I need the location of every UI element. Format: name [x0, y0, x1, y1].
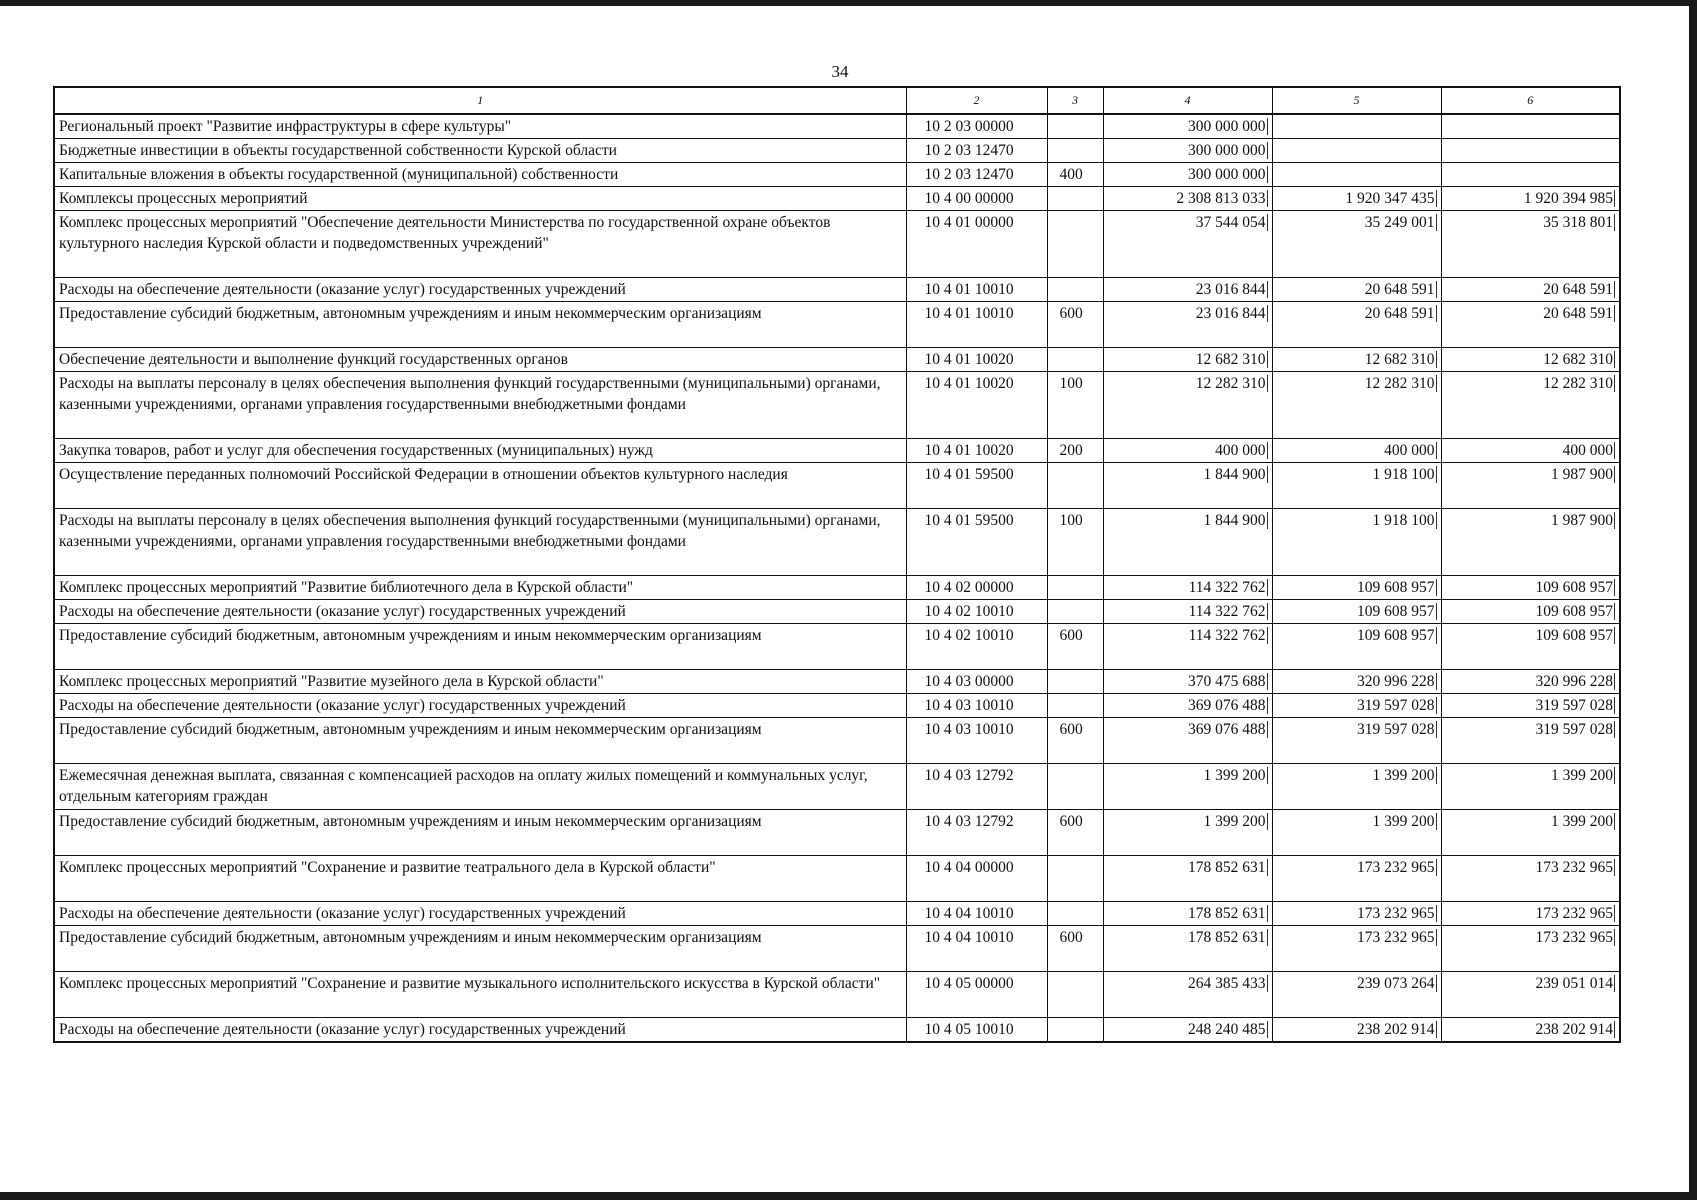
row-value-col6	[1441, 302, 1620, 348]
row-value-col5	[1272, 810, 1441, 856]
row-name-cell: Предоставление субсидий бюджетным, автономным учреждениям и иным некоммерческим организациям	[54, 926, 906, 972]
row-value-col5	[1272, 439, 1441, 463]
row-name-cell: Предоставление субсидий бюджетным, автономным учреждениям и иным некоммерческим организациям	[54, 624, 906, 670]
cell-value: 35 249 001	[1364, 214, 1435, 231]
row-value-col5	[1272, 670, 1441, 694]
row-value-col6	[1441, 278, 1620, 302]
row-type-cell: 100	[1047, 372, 1103, 439]
row-value-col6	[1441, 187, 1620, 211]
table-row	[54, 114, 1620, 139]
row-name-cell: Ежемесячная денежная выплата, связанная с компенсацией расходов на оплату жилых помещений и коммунальных услуг, отдельным категориям граждан	[54, 764, 906, 810]
row-value-col5	[1272, 576, 1441, 600]
row-code-cell: 10 2 03 12470	[906, 139, 1047, 163]
scan-border-bottom	[0, 1192, 1697, 1200]
row-value-col5	[1272, 624, 1441, 670]
cell-value: 248 240 485	[1188, 1021, 1266, 1038]
cell-value	[1614, 118, 1615, 135]
header-col-4: 4	[1103, 87, 1272, 114]
row-value-col4	[1103, 694, 1272, 718]
row-name-cell: Комплекс процессных мероприятий "Сохранение и развитие музыкального исполнительского искусства в Курской области"	[54, 972, 906, 1018]
table-row	[54, 439, 1620, 463]
row-name-cell: Обеспечение деятельности и выполнение функций государственных органов	[54, 348, 906, 372]
row-type-cell	[1047, 463, 1103, 509]
cell-value: 1 920 347 435	[1345, 190, 1435, 207]
row-name-cell: Комплексы процессных мероприятий	[54, 187, 906, 211]
cell-value: 1 399 200	[1372, 767, 1435, 784]
row-name-cell: Расходы на выплаты персоналу в целях обеспечения выполнения функций государственными (муниципальными) органами, казенными учреждениями, органами управления государственными внебюджетными фондами	[54, 509, 906, 576]
cell-value: 1 987 900	[1551, 512, 1613, 529]
row-value-col5	[1272, 278, 1441, 302]
row-type-cell	[1047, 348, 1103, 372]
row-type-cell	[1047, 764, 1103, 810]
row-name-cell: Бюджетные инвестиции в объекты государственной собственности Курской области	[54, 139, 906, 163]
row-value-col4	[1103, 810, 1272, 856]
row-value-col6	[1441, 810, 1620, 856]
row-value-col4	[1103, 670, 1272, 694]
row-type-cell	[1047, 902, 1103, 926]
cell-value: 300 000 000	[1188, 118, 1266, 135]
row-code-cell: 10 4 01 59500	[906, 463, 1047, 509]
cell-value: 12 682 310	[1364, 351, 1435, 368]
row-name-cell: Расходы на обеспечение деятельности (оказание услуг) государственных учреждений	[54, 694, 906, 718]
header-col-3: 3	[1047, 87, 1103, 114]
row-code-cell: 10 4 01 59500	[906, 509, 1047, 576]
row-value-col6	[1441, 211, 1620, 278]
cell-value: 1 399 200	[1372, 813, 1435, 830]
row-value-col6	[1441, 439, 1620, 463]
cell-value: 238 202 914	[1357, 1021, 1435, 1038]
table-row	[54, 187, 1620, 211]
cell-value: 173 232 965	[1535, 859, 1613, 876]
row-value-col4	[1103, 509, 1272, 576]
row-type-cell	[1047, 576, 1103, 600]
row-code-cell: 10 4 01 10010	[906, 302, 1047, 348]
row-type-cell: 600	[1047, 718, 1103, 764]
cell-value: 1 920 394 985	[1523, 190, 1613, 207]
table-row	[54, 139, 1620, 163]
cell-value: 20 648 591	[1543, 305, 1613, 322]
row-name-cell: Закупка товаров, работ и услуг для обеспечения государственных (муниципальных) нужд	[54, 439, 906, 463]
cell-value: 114 322 762	[1188, 579, 1266, 596]
row-code-cell: 10 4 02 10010	[906, 600, 1047, 624]
row-value-col4	[1103, 114, 1272, 139]
row-name-cell: Комплекс процессных мероприятий "Развитие библиотечного дела в Курской области"	[54, 576, 906, 600]
scan-border-right	[1689, 0, 1697, 1200]
cell-value: 319 597 028	[1535, 721, 1613, 738]
row-name-cell: Региональный проект "Развитие инфраструктуры в сфере культуры"	[54, 114, 906, 139]
row-name-cell: Расходы на выплаты персоналу в целях обеспечения выполнения функций государственными (муниципальными) органами, казенными учреждениями, органами управления государственными внебюджетными фондами	[54, 372, 906, 439]
cell-value: 370 475 688	[1188, 673, 1266, 690]
cell-value	[1436, 118, 1437, 135]
row-code-cell: 10 4 04 10010	[906, 926, 1047, 972]
row-value-col5	[1272, 463, 1441, 509]
row-value-col6	[1441, 670, 1620, 694]
row-value-col5	[1272, 856, 1441, 902]
table-row	[54, 902, 1620, 926]
row-value-col4	[1103, 139, 1272, 163]
cell-value: 178 852 631	[1188, 905, 1266, 922]
row-type-cell	[1047, 1018, 1103, 1043]
row-code-cell: 10 4 03 10010	[906, 718, 1047, 764]
cell-value: 320 996 228	[1357, 673, 1435, 690]
table-row	[54, 1018, 1620, 1043]
row-code-cell: 10 4 05 10010	[906, 1018, 1047, 1043]
table-row	[54, 972, 1620, 1018]
table-row	[54, 163, 1620, 187]
row-value-col5	[1272, 509, 1441, 576]
cell-value: 300 000 000	[1188, 142, 1266, 159]
cell-value: 12 282 310	[1364, 375, 1435, 392]
cell-value: 1 399 200	[1203, 813, 1266, 830]
cell-value: 173 232 965	[1357, 859, 1435, 876]
row-code-cell: 10 2 03 00000	[906, 114, 1047, 139]
row-value-col4	[1103, 439, 1272, 463]
row-value-col4	[1103, 211, 1272, 278]
cell-value: 1 399 200	[1551, 767, 1613, 784]
row-value-col4	[1103, 856, 1272, 902]
cell-value: 178 852 631	[1188, 859, 1266, 876]
cell-value: 400 000	[1215, 442, 1266, 459]
cell-value: 264 385 433	[1188, 975, 1266, 992]
cell-value: 12 682 310	[1195, 351, 1266, 368]
row-value-col4	[1103, 348, 1272, 372]
row-value-col6	[1441, 163, 1620, 187]
cell-value: 319 597 028	[1357, 721, 1435, 738]
row-name-cell: Расходы на обеспечение деятельности (оказание услуг) государственных учреждений	[54, 600, 906, 624]
row-type-cell	[1047, 670, 1103, 694]
row-type-cell	[1047, 187, 1103, 211]
row-value-col5	[1272, 902, 1441, 926]
cell-value: 239 073 264	[1357, 975, 1435, 992]
row-value-col4	[1103, 278, 1272, 302]
row-name-cell: Осуществление переданных полномочий Российской Федерации в отношении объектов культурного наследия	[54, 463, 906, 509]
row-code-cell: 10 4 02 10010	[906, 624, 1047, 670]
row-value-col6	[1441, 718, 1620, 764]
row-type-cell: 600	[1047, 302, 1103, 348]
row-name-cell: Расходы на обеспечение деятельности (оказание услуг) государственных учреждений	[54, 902, 906, 926]
cell-value: 369 076 488	[1188, 721, 1266, 738]
row-type-cell: 600	[1047, 810, 1103, 856]
row-type-cell	[1047, 694, 1103, 718]
cell-value: 173 232 965	[1357, 929, 1435, 946]
cell-value	[1436, 166, 1437, 183]
cell-value: 20 648 591	[1364, 305, 1435, 322]
row-value-col6	[1441, 1018, 1620, 1043]
row-value-col4	[1103, 926, 1272, 972]
page-number: 34	[831, 62, 849, 81]
table-row	[54, 463, 1620, 509]
row-value-col5	[1272, 348, 1441, 372]
row-name-cell: Расходы на обеспечение деятельности (оказание услуг) государственных учреждений	[54, 1018, 906, 1043]
header-col-5: 5	[1272, 87, 1441, 114]
cell-value: 109 608 957	[1535, 579, 1613, 596]
row-value-col6	[1441, 902, 1620, 926]
row-value-col4	[1103, 1018, 1272, 1043]
row-type-cell	[1047, 211, 1103, 278]
cell-value: 35 318 801	[1543, 214, 1613, 231]
row-value-col6	[1441, 764, 1620, 810]
cell-value: 109 608 957	[1535, 603, 1613, 620]
cell-value: 109 608 957	[1357, 603, 1435, 620]
row-name-cell: Предоставление субсидий бюджетным, автономным учреждениям и иным некоммерческим организациям	[54, 718, 906, 764]
scan-border-top	[0, 0, 1697, 6]
cell-value	[1436, 142, 1437, 159]
cell-value: 12 282 310	[1543, 375, 1613, 392]
row-type-cell: 600	[1047, 926, 1103, 972]
row-type-cell: 600	[1047, 624, 1103, 670]
cell-value: 109 608 957	[1535, 627, 1613, 644]
row-value-col6	[1441, 694, 1620, 718]
cell-value	[1614, 142, 1615, 159]
row-name-cell: Комплекс процессных мероприятий "Обеспечение деятельности Министерства по государственной охране объектов культурного наследия Курской области и подведомственных учреждений"	[54, 211, 906, 278]
row-value-col4	[1103, 302, 1272, 348]
cell-value: 173 232 965	[1357, 905, 1435, 922]
row-value-col4	[1103, 902, 1272, 926]
row-code-cell: 10 4 01 00000	[906, 211, 1047, 278]
table-body	[54, 114, 1620, 1042]
cell-value: 2 308 813 033	[1176, 190, 1266, 207]
row-value-col4	[1103, 163, 1272, 187]
cell-value: 1 399 200	[1551, 813, 1613, 830]
row-value-col4	[1103, 624, 1272, 670]
row-name-cell: Комплекс процессных мероприятий "Сохранение и развитие театрального дела в Курской области"	[54, 856, 906, 902]
row-name-cell: Капитальные вложения в объекты государственной (муниципальной) собственности	[54, 163, 906, 187]
row-value-col5	[1272, 926, 1441, 972]
row-type-cell	[1047, 278, 1103, 302]
row-value-col5	[1272, 372, 1441, 439]
row-value-col6	[1441, 600, 1620, 624]
row-type-cell	[1047, 600, 1103, 624]
table-row	[54, 600, 1620, 624]
cell-value: 37 544 054	[1195, 214, 1266, 231]
row-value-col4	[1103, 576, 1272, 600]
row-value-col4	[1103, 463, 1272, 509]
cell-value: 239 051 014	[1535, 975, 1613, 992]
row-value-col4	[1103, 764, 1272, 810]
cell-value: 319 597 028	[1357, 697, 1435, 714]
row-code-cell: 10 4 03 12792	[906, 810, 1047, 856]
table-row	[54, 764, 1620, 810]
cell-value: 1 399 200	[1203, 767, 1266, 784]
table-row	[54, 372, 1620, 439]
row-type-cell	[1047, 856, 1103, 902]
row-name-cell: Комплекс процессных мероприятий "Развитие музейного дела в Курской области"	[54, 670, 906, 694]
row-code-cell: 10 4 03 10010	[906, 694, 1047, 718]
row-value-col5	[1272, 211, 1441, 278]
cell-value: 114 322 762	[1188, 627, 1266, 644]
row-value-col4	[1103, 187, 1272, 211]
row-type-cell: 200	[1047, 439, 1103, 463]
row-code-cell: 10 4 03 12792	[906, 764, 1047, 810]
table-row	[54, 670, 1620, 694]
table-row	[54, 694, 1620, 718]
table-row	[54, 348, 1620, 372]
cell-value: 114 322 762	[1188, 603, 1266, 620]
cell-value: 178 852 631	[1188, 929, 1266, 946]
cell-value: 109 608 957	[1357, 579, 1435, 596]
row-name-cell: Предоставление субсидий бюджетным, автономным учреждениям и иным некоммерческим организациям	[54, 810, 906, 856]
row-value-col6	[1441, 509, 1620, 576]
table-row	[54, 856, 1620, 902]
cell-value: 23 016 844	[1195, 281, 1266, 298]
table-row	[54, 302, 1620, 348]
table-row	[54, 211, 1620, 278]
row-type-cell	[1047, 139, 1103, 163]
row-value-col5	[1272, 302, 1441, 348]
row-value-col6	[1441, 139, 1620, 163]
row-code-cell: 10 4 02 00000	[906, 576, 1047, 600]
cell-value: 20 648 591	[1364, 281, 1435, 298]
table-row	[54, 718, 1620, 764]
row-value-col6	[1441, 856, 1620, 902]
row-value-col4	[1103, 372, 1272, 439]
row-code-cell: 10 4 04 00000	[906, 856, 1047, 902]
cell-value: 400 000	[1384, 442, 1435, 459]
row-value-col6	[1441, 372, 1620, 439]
cell-value: 1 844 900	[1203, 512, 1266, 529]
header-col-1: 1	[54, 87, 906, 114]
row-value-col5	[1272, 187, 1441, 211]
row-name-cell: Предоставление субсидий бюджетным, автономным учреждениям и иным некоммерческим организациям	[54, 302, 906, 348]
cell-value: 23 016 844	[1195, 305, 1266, 322]
table-row	[54, 509, 1620, 576]
row-value-col5	[1272, 972, 1441, 1018]
row-code-cell: 10 4 01 10020	[906, 439, 1047, 463]
cell-value: 320 996 228	[1535, 673, 1613, 690]
row-type-cell: 100	[1047, 509, 1103, 576]
row-code-cell: 10 4 03 00000	[906, 670, 1047, 694]
row-value-col5	[1272, 1018, 1441, 1043]
row-code-cell: 10 4 01 10010	[906, 278, 1047, 302]
cell-value: 109 608 957	[1357, 627, 1435, 644]
row-value-col6	[1441, 348, 1620, 372]
cell-value: 369 076 488	[1188, 697, 1266, 714]
cell-value: 238 202 914	[1535, 1021, 1613, 1038]
row-type-cell	[1047, 114, 1103, 139]
row-value-col5	[1272, 764, 1441, 810]
row-value-col5	[1272, 139, 1441, 163]
header-col-6: 6	[1441, 87, 1620, 114]
cell-value: 173 232 965	[1535, 905, 1613, 922]
row-value-col4	[1103, 718, 1272, 764]
row-code-cell: 10 4 01 10020	[906, 348, 1047, 372]
table-row	[54, 278, 1620, 302]
cell-value: 319 597 028	[1535, 697, 1613, 714]
cell-value: 1 918 100	[1372, 466, 1435, 483]
row-value-col5	[1272, 114, 1441, 139]
cell-value: 1 987 900	[1551, 466, 1613, 483]
row-value-col6	[1441, 972, 1620, 1018]
row-value-col6	[1441, 624, 1620, 670]
row-value-col4	[1103, 972, 1272, 1018]
table-row	[54, 810, 1620, 856]
cell-value: 1 918 100	[1372, 512, 1435, 529]
row-value-col6	[1441, 926, 1620, 972]
row-value-col5	[1272, 718, 1441, 764]
row-code-cell: 10 4 05 00000	[906, 972, 1047, 1018]
header-col-2: 2	[906, 87, 1047, 114]
cell-value: 173 232 965	[1535, 929, 1613, 946]
budget-table	[53, 86, 1621, 1043]
cell-value: 12 282 310	[1195, 375, 1266, 392]
row-value-col6	[1441, 114, 1620, 139]
cell-value: 20 648 591	[1543, 281, 1613, 298]
cell-value	[1614, 166, 1615, 183]
cell-value: 300 000 000	[1188, 166, 1266, 183]
row-code-cell: 10 4 04 10010	[906, 902, 1047, 926]
table-row	[54, 926, 1620, 972]
row-name-cell: Расходы на обеспечение деятельности (оказание услуг) государственных учреждений	[54, 278, 906, 302]
row-value-col5	[1272, 600, 1441, 624]
cell-value: 1 844 900	[1203, 466, 1266, 483]
row-type-cell: 400	[1047, 163, 1103, 187]
cell-value: 400 000	[1562, 442, 1613, 459]
row-value-col5	[1272, 694, 1441, 718]
cell-value: 12 682 310	[1543, 351, 1613, 368]
row-value-col5	[1272, 163, 1441, 187]
row-value-col6	[1441, 576, 1620, 600]
table-row	[54, 576, 1620, 600]
header-row	[54, 87, 1620, 114]
row-code-cell: 10 4 01 10020	[906, 372, 1047, 439]
row-value-col4	[1103, 600, 1272, 624]
table-row	[54, 624, 1620, 670]
row-code-cell: 10 4 00 00000	[906, 187, 1047, 211]
row-type-cell	[1047, 972, 1103, 1018]
row-code-cell: 10 2 03 12470	[906, 163, 1047, 187]
row-value-col6	[1441, 463, 1620, 509]
